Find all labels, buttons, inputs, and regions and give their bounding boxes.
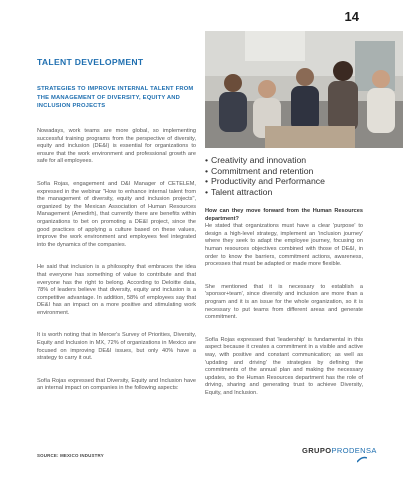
right-column bbox=[205, 208, 363, 412]
paragraph: Sofía Rojas expressed that 'leadership' is fundamental in this aspect because it creates a commitment in a visible and active way, with positive and constant communication; as well as 'updating and driving' the strategies by defining the commitments of the annual plan and making the necessary updates, so the Human Resources department has the role of driving, sharing and generating trust to achieve Diversity, Equity, and Inclusion. bbox=[205, 336, 363, 396]
paragraph: Sofía Rojas, engagement and D&I Manager of CETELEM, expressed in the webinar "How to enhance internal talent from the management of diversity, equity and inclusion projects", organized by the Mexican Association of Human Resources Management (Amedirh), that currently there are benefits within organizations to bet on promoting a DE&I project, since the good practices of applying a culture based on these values, improve the work environment and employees feel integrated into the dynamics of the companies. bbox=[37, 180, 196, 248]
photo-illustration bbox=[205, 31, 403, 148]
question-heading: How can they move forward from the Human Resources department? bbox=[205, 208, 363, 222]
paragraph: He said that inclusion is a philosophy that embraces the idea that everyone has something of value to contribute and that everyone has the right to belong. According to Deloitte data, 78% of leaders believe that diversity, equity and inclusion is a competitive advantage. In addition, 58% of employees say that DE&I has an impact on a more positive and stimulating work environment. bbox=[37, 264, 196, 316]
list-item: • Commitment and retention bbox=[205, 166, 325, 177]
impact-list bbox=[205, 155, 325, 197]
list-item: • Creativity and innovation bbox=[205, 155, 325, 166]
page-number: 14 bbox=[344, 9, 359, 24]
paragraph: Nowadays, work teams are more global, so implementing successful training programs from the perspective of diversity, equity and inclusion (DE&I) is essential for organizations to ensure that the work environment and professional growth are safe for all employees. bbox=[37, 128, 196, 165]
section-title: TALENT DEVELOPMENT bbox=[37, 57, 144, 67]
list-item: • Productivity and Performance bbox=[205, 176, 325, 187]
paragraph: Sofía Rojas expressed that Diversity, Equity and Inclusion have an internal impact on companies in the following aspects: bbox=[37, 377, 196, 392]
logo-part-2: PRODENSA bbox=[331, 446, 377, 455]
left-column bbox=[37, 128, 196, 408]
paragraph: She mentioned that it is necessary to establish a 'sponsor+team', since diversity and inclusion are more than a program and it is an issue for the whole organization, so it is necessary to put teams from different areas and generate commitment. bbox=[205, 283, 363, 321]
paragraph: He stated that organizations must have a clear 'purpose' to design a high-level strategy, implement an 'inclusion journey' where they seek to adapt the employee journey, focusing on human resources objectives combined with those of DE&I, in order to know the barriers, commitment actions, awareness, processes that must be adapted or made more flexible. bbox=[205, 223, 363, 268]
source-note: SOURCE: MEXICO INDUSTRY bbox=[37, 453, 104, 458]
company-logo bbox=[302, 446, 377, 455]
section-subtitle: STRATEGIES TO IMPROVE INTERNAL TALENT FROM THE MANAGEMENT OF DIVERSITY, EQUITY AND INCLUSION PROJECTS bbox=[37, 86, 194, 110]
team-meeting-photo bbox=[205, 31, 403, 148]
logo-swoosh-icon bbox=[357, 456, 367, 464]
paragraph: It is worth noting that in Mercer's Survey of Priorities, Diversity, Equity and Inclusion in MX, 72% of organizations in Mexico are focused on improving DE&I issues, but only 40% have a strategy to carry it out. bbox=[37, 332, 196, 362]
logo-part-1: GRUPO bbox=[302, 446, 332, 455]
list-item: • Talent attraction bbox=[205, 187, 325, 198]
